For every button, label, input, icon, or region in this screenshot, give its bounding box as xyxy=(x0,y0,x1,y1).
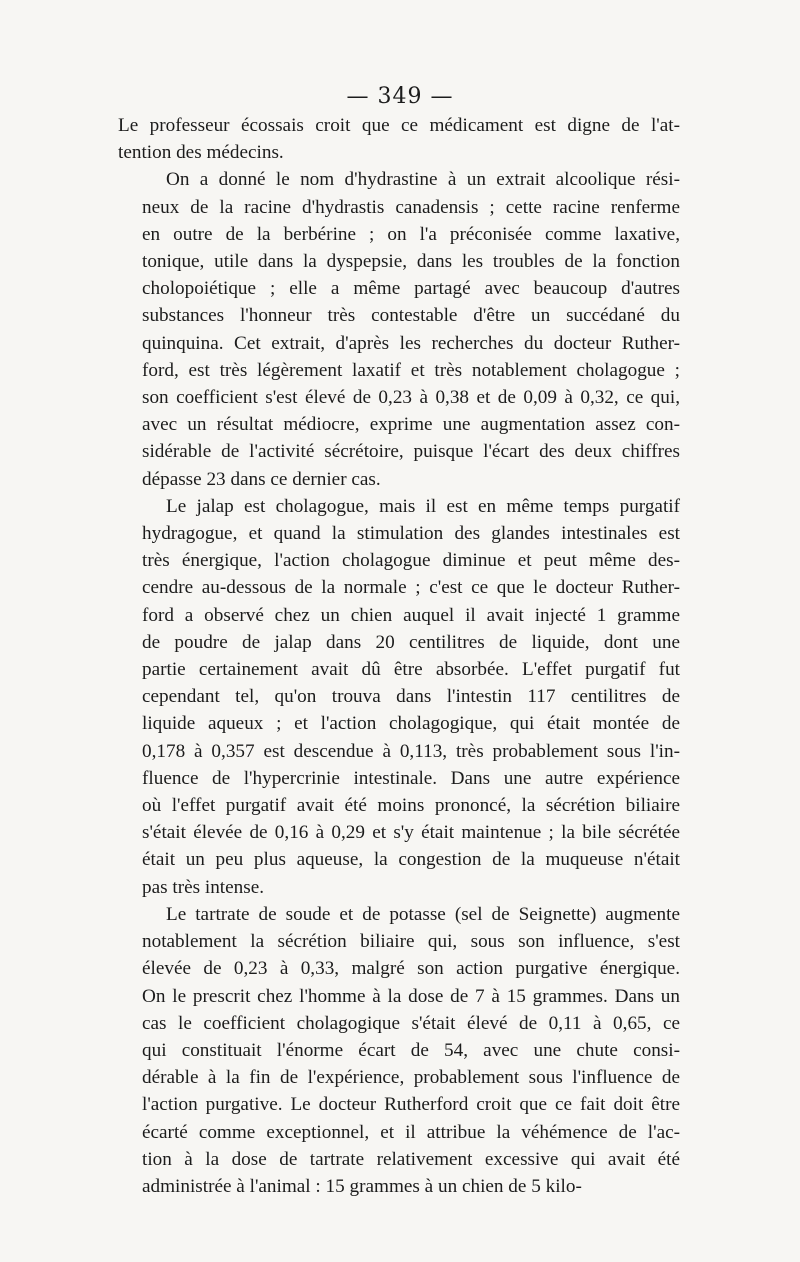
text-line: écarté comme exceptionnel, et il attribue la véhémence de l'ac- xyxy=(142,1121,680,1143)
text-line: Le tartrate de soude et de potasse (sel de Seignette) augmente xyxy=(166,903,680,925)
text-line: qui constituait l'énorme écart de 54, avec une chute consi- xyxy=(142,1039,680,1061)
text-line: 0,178 à 0,357 est descendue à 0,113, très probablement sous l'in- xyxy=(142,740,680,762)
paragraph xyxy=(118,112,680,166)
text-line: en outre de la berbérine ; on l'a préconisée comme laxative, xyxy=(142,223,680,245)
text-line: cendre au-dessous de la normale ; c'est ce que le docteur Ruther- xyxy=(142,577,680,599)
text-line: hydragogue, et quand la stimulation des glandes intestinales est xyxy=(142,523,680,545)
text-line: dérable à la fin de l'expérience, probablement sous l'influence de xyxy=(142,1067,680,1089)
text-line: dépasse 23 dans ce dernier cas. xyxy=(142,468,381,490)
text-line: pas très intense. xyxy=(142,876,265,898)
paragraph xyxy=(118,493,680,901)
text-line: cholopoiétique ; elle a même partagé avec beaucoup d'autres xyxy=(142,278,680,300)
text-line: Le professeur écossais croit que ce médicament est digne de l'at- xyxy=(118,115,680,136)
text-line: de poudre de jalap dans 20 centilitres de liquide, dont une xyxy=(142,631,680,653)
text-line: partie certainement avait dû être absorbée. L'effet purgatif fut xyxy=(142,659,680,681)
text-line: s'était élevée de 0,16 à 0,29 et s'y était maintenue ; la bile sécrétée xyxy=(142,822,680,844)
text-line: tion à la dose de tartrate relativement excessive qui avait été xyxy=(142,1148,680,1170)
text-line: quinquina. Cet extrait, d'après les recherches du docteur Ruther- xyxy=(142,332,680,354)
text-line: avec un résultat médiocre, exprime une augmentation assez con- xyxy=(142,414,680,436)
text-line: ford a observé chez un chien auquel il avait injecté 1 gramme xyxy=(142,604,680,626)
text-line: On le prescrit chez l'homme à la dose de 7 à 15 grammes. Dans un xyxy=(142,985,680,1007)
text-line: ford, est très légèrement laxatif et très notablement cholagogue ; xyxy=(142,359,680,381)
page-number: — 349 — xyxy=(346,84,454,109)
paragraph xyxy=(118,901,680,1200)
text-line: liquide aqueux ; et l'action cholagogique, qui était montée de xyxy=(142,713,680,735)
text-line: notablement la sécrétion biliaire qui, sous son influence, s'est xyxy=(142,931,680,953)
text-line: substances l'honneur très contestable d'être un succédané du xyxy=(142,305,680,327)
text-line: cependant tel, qu'on trouva dans l'intestin 117 centilitres de xyxy=(142,686,680,708)
text-line: tention des médecins. xyxy=(118,142,284,164)
text-line: tonique, utile dans la dyspepsie, dans les troubles de la fonction xyxy=(142,251,680,273)
body-text xyxy=(118,112,680,1200)
text-line: où l'effet purgatif avait été moins prononcé, la sécrétion biliaire xyxy=(142,795,680,817)
text-line: fluence de l'hypercrinie intestinale. Dans une autre expérience xyxy=(142,767,680,789)
text-line: cas le coefficient cholagogique s'était élevé de 0,11 à 0,65, ce xyxy=(142,1012,680,1034)
text-line: élevée de 0,23 à 0,33, malgré son action purgative énergique. xyxy=(142,958,680,980)
text-line: sidérable de l'activité sécrétoire, puisque l'écart des deux chiffres xyxy=(142,441,680,463)
text-line: était un peu plus aqueuse, la congestion de la muqueuse n'était xyxy=(142,849,680,871)
text-line: l'action purgative. Le docteur Rutherford croit que ce fait doit être xyxy=(142,1094,680,1116)
text-line: neux de la racine d'hydrastis canadensis ; cette racine renferme xyxy=(142,196,680,218)
text-line: On a donné le nom d'hydrastine à un extrait alcoolique rési- xyxy=(166,169,680,191)
paragraph xyxy=(118,166,680,492)
text-line: son coefficient s'est élevé de 0,23 à 0,38 et de 0,09 à 0,32, ce qui, xyxy=(142,387,680,409)
text-line: très énergique, l'action cholagogue diminue et peut même des- xyxy=(142,550,680,572)
text-line: Le jalap est cholagogue, mais il est en même temps purgatif xyxy=(166,495,680,517)
text-line: administrée à l'animal : 15 grammes à un chien de 5 kilo- xyxy=(142,1175,582,1197)
